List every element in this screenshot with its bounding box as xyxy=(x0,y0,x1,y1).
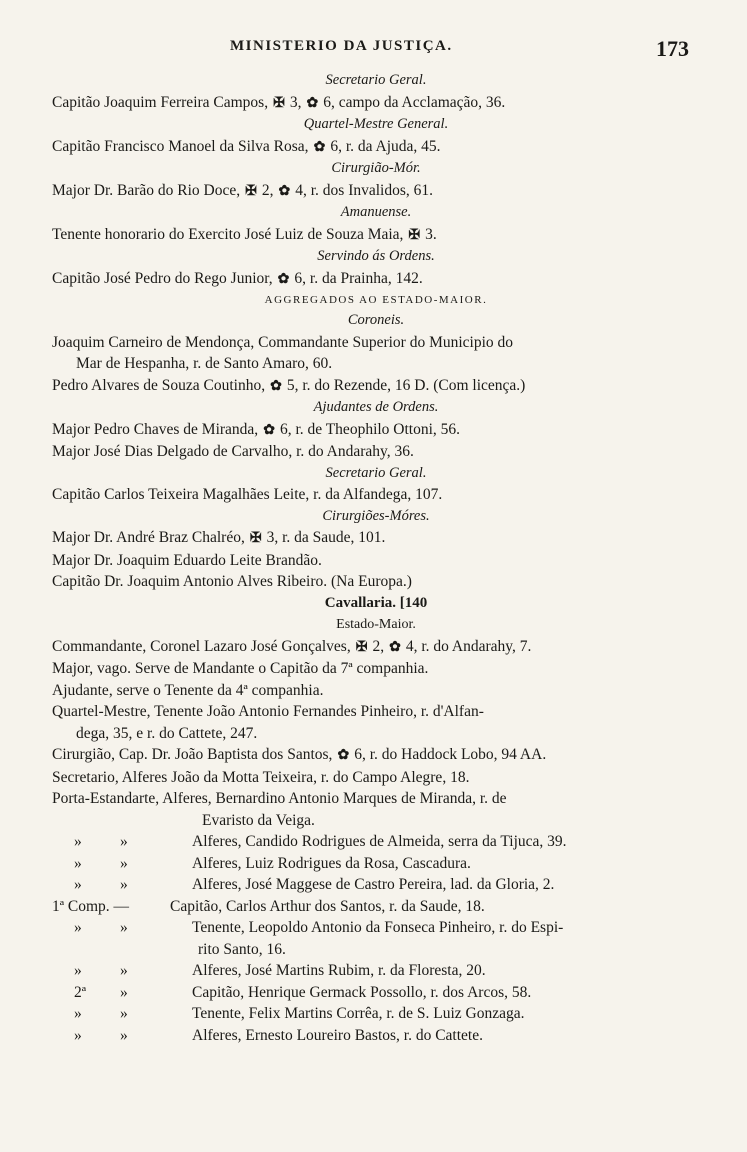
entry-text: Commandante, Coronel Lazaro José Gonçalves, xyxy=(52,637,351,655)
entry-text: Tenente, Leopoldo Antonio da Fonseca Pinheiro, r. do Espi- xyxy=(192,919,564,936)
entry-line: Secretario, Alferes João da Motta Teixeira, r. do Campo Alegre, 18. xyxy=(52,768,470,786)
cross-order-icon: ✠ xyxy=(245,183,257,199)
ditto-mark: » xyxy=(74,919,82,936)
section-heading: Cirurgiões-Móres. xyxy=(322,507,430,524)
entry-line xyxy=(52,636,700,659)
entry-line-continued: dega, 35, e r. do Cattete, 247. xyxy=(76,724,258,742)
table-row xyxy=(52,896,700,918)
table-row xyxy=(52,1025,700,1047)
entry-text: Tenente honorario do Exercito José Luiz de Souza Maia, xyxy=(52,225,404,243)
entry-text: Major Dr. Barão do Rio Doce, xyxy=(52,181,241,199)
section-heading: Servindo ás Ordens. xyxy=(317,248,435,264)
entry-text: Major Dr. André Braz Chalréo, xyxy=(52,529,245,546)
document-body xyxy=(52,70,700,1046)
ditto-mark: » xyxy=(120,876,128,893)
entry-line-continued: rito Santo, 16. xyxy=(198,940,286,958)
company-label: 1ª Comp. — xyxy=(52,897,130,915)
entry-text: 6, r. da Prainha, 142. xyxy=(294,269,423,287)
table-row xyxy=(52,1003,700,1025)
ditto-mark: » xyxy=(74,1005,82,1022)
entry-text: Pedro Alvares de Souza Coutinho, xyxy=(52,376,266,394)
entry-line: Capitão Dr. Joaquim Antonio Alves Ribeiro. (Na Europa.) xyxy=(52,573,412,590)
section-subheading: Estado-Maior. xyxy=(336,617,416,632)
section-heading: Secretario Geral. xyxy=(325,72,427,88)
entry-text: 6, r. do Haddock Lobo, 94 AA. xyxy=(354,746,547,763)
entry-text: 2, xyxy=(261,181,274,199)
rose-order-icon: ✿ xyxy=(263,422,275,438)
page-header xyxy=(0,36,747,70)
entry-text: 5, r. do Rezende, 16 D. (Com licença.) xyxy=(286,376,526,394)
entry-line xyxy=(52,375,700,398)
ditto-mark: » xyxy=(120,854,128,872)
entry-line xyxy=(52,268,700,291)
entry-text: Capitão Joaquim Ferreira Campos, xyxy=(52,93,269,111)
entry-line: Major José Dias Delgado de Carvalho, r. do Andarahy, 36. xyxy=(52,443,414,460)
cross-order-icon: ✠ xyxy=(408,227,421,243)
table-row xyxy=(52,917,700,939)
table-row xyxy=(52,874,700,896)
rose-order-icon: ✿ xyxy=(270,378,282,394)
entry-line xyxy=(52,136,700,159)
entry-text: Alferes, José Martins Rubim, r. da Floresta, 20. xyxy=(192,962,486,979)
ditto-mark: » xyxy=(120,919,128,936)
cross-order-icon: ✠ xyxy=(355,639,368,655)
cross-order-icon: ✠ xyxy=(273,95,285,111)
section-heading: Quartel-Mestre General. xyxy=(303,116,449,132)
entry-text: Cirurgião, Cap. Dr. João Baptista dos Santos, xyxy=(52,746,333,763)
entry-text: 2, xyxy=(372,637,385,655)
ditto-mark: » xyxy=(120,962,128,979)
entry-text: 4, r. dos Invalidos, 61. xyxy=(295,181,434,199)
entry-line: Quartel-Mestre, Tenente João Antonio Fernandes Pinheiro, r. d'Alfan- xyxy=(52,703,484,720)
ditto-mark: » xyxy=(74,962,82,979)
section-heading: Amanuense. xyxy=(340,204,412,220)
table-row xyxy=(52,960,700,982)
ditto-mark: » xyxy=(120,1026,128,1044)
company-label: 2ª xyxy=(74,983,87,1001)
section-heading: Secretario Geral. xyxy=(325,464,427,481)
table-row xyxy=(52,982,700,1004)
entry-text: 4, r. do Andarahy, 7. xyxy=(405,637,532,655)
entry-text: 6, r. da Ajuda, 45. xyxy=(330,137,441,155)
entry-text: 3, xyxy=(289,93,302,111)
section-heading: Coroneis. xyxy=(347,312,405,328)
entry-text: 6, r. de Theophilo Ottoni, 56. xyxy=(279,420,461,438)
page-number: 173 xyxy=(656,36,689,61)
table-row xyxy=(52,853,700,875)
entry-text: Alferes, Luiz Rodrigues da Rosa, Cascadura. xyxy=(192,854,471,872)
entry-text: Alferes, Ernesto Loureiro Bastos, r. do Cattete. xyxy=(192,1026,483,1044)
ditto-mark: » xyxy=(74,833,82,850)
entry-text: 3. xyxy=(425,225,437,243)
rose-order-icon: ✿ xyxy=(278,183,291,199)
section-heading: Ajudantes de Ordens. xyxy=(313,399,439,415)
section-heading-bold: Cavallaria. [140 xyxy=(324,594,428,611)
entry-line xyxy=(52,180,700,203)
entry-line xyxy=(52,92,700,115)
entry-text: Alferes, José Maggese de Castro Pereira, lad. da Gloria, 2. xyxy=(192,876,555,893)
entry-line-continued: Mar de Hespanha, r. de Santo Amaro, 60. xyxy=(76,355,333,372)
ditto-mark: » xyxy=(74,1026,82,1044)
rose-order-icon: ✿ xyxy=(337,748,350,763)
ditto-mark: » xyxy=(120,983,128,1001)
section-heading: Cirurgião-Mór. xyxy=(331,160,421,176)
ditto-mark: » xyxy=(120,833,128,850)
entry-text: 3, r. da Saude, 101. xyxy=(266,529,386,546)
entry-text: Tenente, Felix Martins Corrêa, r. de S. Luiz Gonzaga. xyxy=(192,1005,525,1022)
entry-line: Major Dr. Joaquim Eduardo Leite Brandão. xyxy=(52,551,322,569)
ditto-mark: » xyxy=(74,876,82,893)
entry-text: Alferes, Candido Rodrigues de Almeida, serra da Tijuca, 39. xyxy=(192,833,567,850)
entry-line-continued: Evaristo da Veiga. xyxy=(202,811,315,829)
entry-line: Ajudante, serve o Tenente da 4ª companhia. xyxy=(52,681,324,699)
entry-text: Capitão José Pedro do Rego Junior, xyxy=(52,269,273,287)
table-row xyxy=(52,831,700,853)
ditto-mark: » xyxy=(74,854,82,872)
entry-line xyxy=(52,419,700,442)
rose-order-icon: ✿ xyxy=(313,139,326,155)
entry-line xyxy=(52,527,700,550)
entry-text: Capitão, Henrique Germack Possollo, r. dos Arcos, 58. xyxy=(192,983,532,1001)
rose-order-icon: ✿ xyxy=(389,639,401,655)
rose-order-icon: ✿ xyxy=(306,95,319,111)
entry-text: Capitão, Carlos Arthur dos Santos, r. da Saude, 18. xyxy=(170,897,485,915)
cross-order-icon: ✠ xyxy=(249,531,262,546)
section-heading-caps: AGGREGADOS AO ESTADO-MAIOR. xyxy=(264,294,488,306)
running-head: MINISTERIO DA JUSTIÇA. xyxy=(230,38,453,54)
entry-line xyxy=(52,744,700,767)
entry-line: Porta-Estandarte, Alferes, Bernardino Antonio Marques de Miranda, r. de xyxy=(52,790,507,807)
entry-text: 6, campo da Acclamação, 36. xyxy=(323,93,506,111)
entry-line: Joaquim Carneiro de Mendonça, Commandante Superior do Municipio do xyxy=(52,333,514,351)
entry-line: Capitão Carlos Teixeira Magalhães Leite, r. da Alfandega, 107. xyxy=(52,486,443,503)
entry-text: Major Pedro Chaves de Miranda, xyxy=(52,420,259,438)
entry-line xyxy=(52,224,700,247)
entry-line: Major, vago. Serve de Mandante o Capitão da 7ª companhia. xyxy=(52,660,429,677)
rose-order-icon: ✿ xyxy=(277,271,290,287)
ditto-mark: » xyxy=(120,1005,128,1022)
entry-text: Capitão Francisco Manoel da Silva Rosa, xyxy=(52,137,309,155)
